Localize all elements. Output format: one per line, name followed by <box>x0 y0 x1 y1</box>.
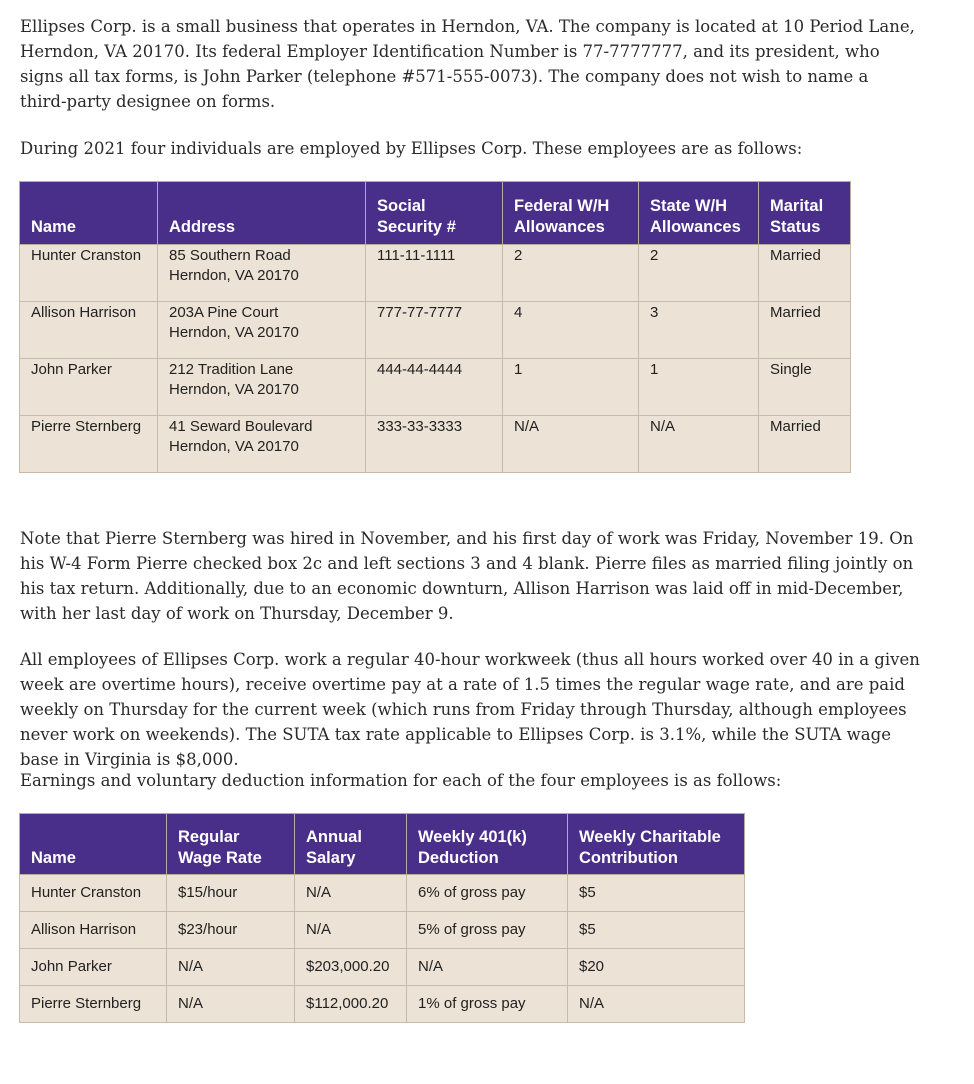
employee-name: Allison Harrison <box>20 302 158 359</box>
table-row <box>20 949 745 986</box>
col-header-address: Address <box>158 182 366 245</box>
employee-address <box>158 245 366 302</box>
federal-allowances: 2 <box>503 245 639 302</box>
state-allowances: 1 <box>639 359 759 416</box>
col-header-ssn: Social Security # <box>366 182 503 245</box>
address-line-2: Herndon, VA 20170 <box>169 438 299 455</box>
note-paragraph: Note that Pierre Sternberg was hired in November, and his first day of work was Friday, November 19. On his W-4 Form Pierre checked box 2c and left sections 3 and 4 blank. Pierre files as married filing jointly on his tax return. Additionally, due to an economic downturn, Allison Harrison was laid off in mid-December, with her last day of work on Thursday, December 9. <box>20 529 914 623</box>
federal-allowances: 4 <box>503 302 639 359</box>
table-row <box>20 416 851 473</box>
address-line-2: Herndon, VA 20170 <box>169 324 299 341</box>
wage-rate: $23/hour <box>167 912 295 949</box>
deduction-401k: 6% of gross pay <box>407 875 568 912</box>
marital-status: Married <box>759 245 851 302</box>
annual-salary: N/A <box>295 912 407 949</box>
deduction-401k: N/A <box>407 949 568 986</box>
employee-table <box>19 181 851 473</box>
employee-ssn: 444-44-4444 <box>366 359 503 416</box>
col-header-marital-status: Marital Status <box>759 182 851 245</box>
address-line-2: Herndon, VA 20170 <box>169 381 299 398</box>
employee-address <box>158 359 366 416</box>
table-row <box>20 302 851 359</box>
work-paragraph: All employees of Ellipses Corp. work a regular 40-hour workweek (thus all hours worked over 40 in a given week are overtime hours), receive overtime pay at a rate of 1.5 times the regular wage rate, and are paid weekly on Thursday for the current week (which runs from Friday through Thursday, although employees never work on weekends). The SUTA tax rate applicable to Ellipses Corp. is 3.1%, while the SUTA wage base in Virginia is $8,000. <box>20 650 920 769</box>
wage-rate: $15/hour <box>167 875 295 912</box>
col-header-state-allowances: State W/H Allowances <box>639 182 759 245</box>
deduction-401k: 5% of gross pay <box>407 912 568 949</box>
col-header-name: Name <box>20 814 167 875</box>
employee-table-header <box>20 182 851 245</box>
table-row <box>20 875 745 912</box>
col-header-charitable: Weekly Charitable Contribution <box>568 814 745 875</box>
earnings-table-header <box>20 814 745 875</box>
employee-name: Pierre Sternberg <box>20 416 158 473</box>
employee-name: Hunter Cranston <box>20 245 158 302</box>
charitable-contribution: $20 <box>568 949 745 986</box>
employee-ssn: 111-11-1111 <box>366 245 503 302</box>
annual-salary: $203,000.20 <box>295 949 407 986</box>
address-line-1: 85 Southern Road <box>169 247 291 264</box>
charitable-contribution: $5 <box>568 875 745 912</box>
employee-name: Pierre Sternberg <box>20 986 167 1023</box>
state-allowances: 3 <box>639 302 759 359</box>
wage-rate: N/A <box>167 949 295 986</box>
charitable-contribution: N/A <box>568 986 745 1023</box>
col-header-wage-rate: Regular Wage Rate <box>167 814 295 875</box>
intro-paragraph: Ellipses Corp. is a small business that operates in Herndon, VA. The company is located at 10 Period Lane, Herndon, VA 20170. Its federal Employer Identification Number is 77-7777777, and its president, who signs all tax forms, is John Parker (telephone #571-555-0073). The company does not wish to name a third-party designee on forms. <box>20 17 915 111</box>
marital-status: Married <box>759 302 851 359</box>
employees-intro: During 2021 four individuals are employed by Ellipses Corp. These employees are as follows: <box>20 139 803 158</box>
wage-rate: N/A <box>167 986 295 1023</box>
employee-address <box>158 416 366 473</box>
annual-salary: $112,000.20 <box>295 986 407 1023</box>
state-allowances: N/A <box>639 416 759 473</box>
address-line-1: 41 Seward Boulevard <box>169 418 313 435</box>
col-header-name: Name <box>20 182 158 245</box>
marital-status: Single <box>759 359 851 416</box>
col-header-401k: Weekly 401(k) Deduction <box>407 814 568 875</box>
state-allowances: 2 <box>639 245 759 302</box>
address-line-2: Herndon, VA 20170 <box>169 267 299 284</box>
table-row <box>20 912 745 949</box>
col-header-annual-salary: Annual Salary <box>295 814 407 875</box>
table-row <box>20 359 851 416</box>
address-line-1: 212 Tradition Lane <box>169 361 294 378</box>
address-line-1: 203A Pine Court <box>169 304 279 321</box>
employee-ssn: 333-33-3333 <box>366 416 503 473</box>
employee-address <box>158 302 366 359</box>
earnings-table <box>19 813 745 1023</box>
employee-ssn: 777-77-7777 <box>366 302 503 359</box>
annual-salary: N/A <box>295 875 407 912</box>
marital-status: Married <box>759 416 851 473</box>
federal-allowances: N/A <box>503 416 639 473</box>
charitable-contribution: $5 <box>568 912 745 949</box>
employee-name: John Parker <box>20 949 167 986</box>
employee-name: Hunter Cranston <box>20 875 167 912</box>
federal-allowances: 1 <box>503 359 639 416</box>
table-row <box>20 245 851 302</box>
earnings-intro: Earnings and voluntary deduction information for each of the four employees is as follows: <box>20 771 782 790</box>
deduction-401k: 1% of gross pay <box>407 986 568 1023</box>
employee-name: John Parker <box>20 359 158 416</box>
employee-name: Allison Harrison <box>20 912 167 949</box>
col-header-federal-allowances: Federal W/H Allowances <box>503 182 639 245</box>
table-row <box>20 986 745 1023</box>
